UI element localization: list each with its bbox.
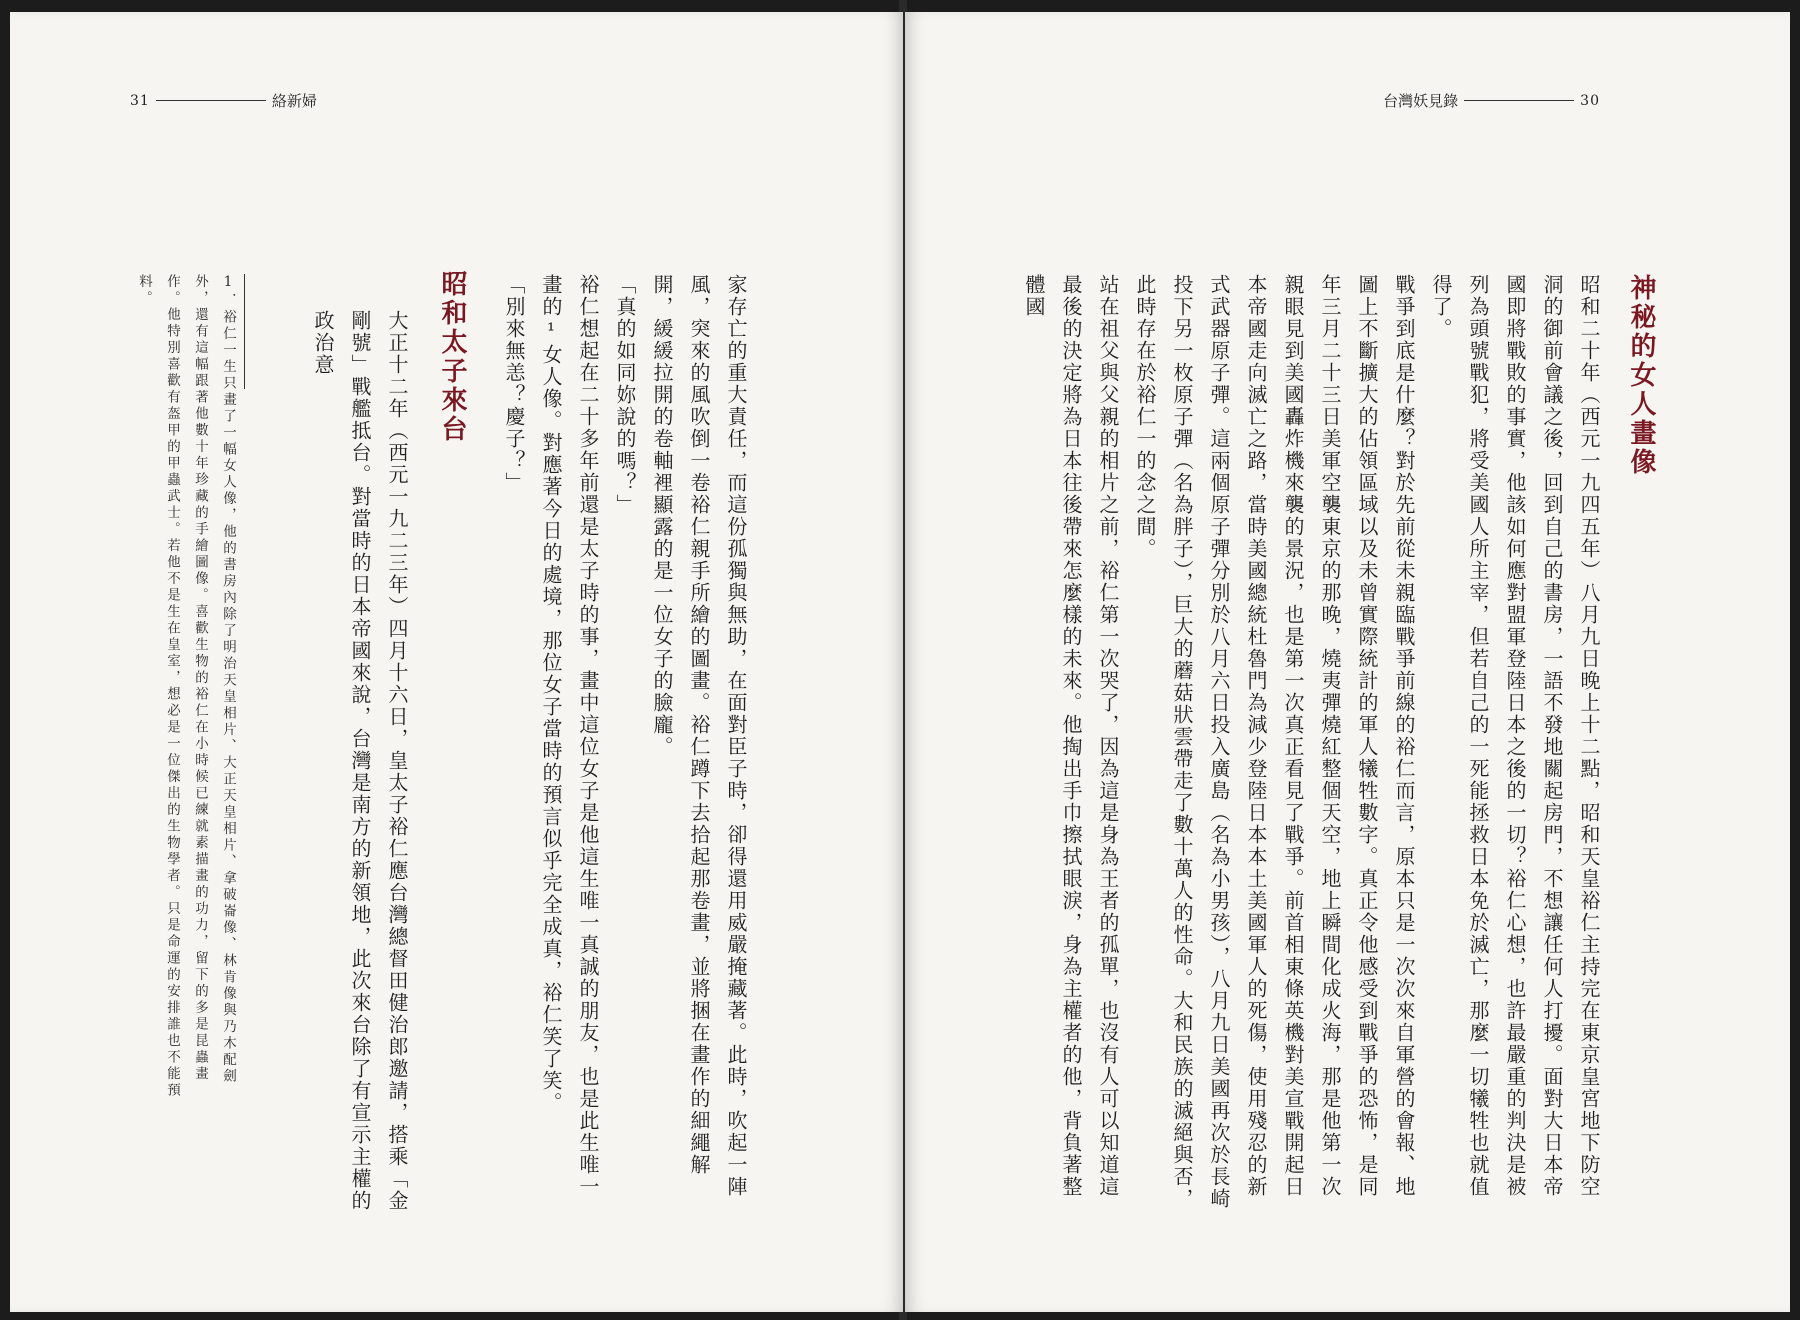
section-heading: 昭和太子來台 bbox=[437, 270, 467, 444]
left-page bbox=[10, 12, 903, 1312]
right-body-text bbox=[1015, 274, 1607, 1214]
paragraph: 家存亡的重大責任，而這份孤獨與無助，在面對臣子時，卻得還用威嚴掩藏著。此時，吹起一陣風，突來的風吹倒一卷裕仁親手所繪的圖畫。裕仁蹲下去拾起那卷畫，並將捆在畫作的細繩解開，緩緩拉開的卷軸裡顯露的是一位女子的臉龐。 bbox=[650, 274, 748, 1198]
header-rule bbox=[156, 100, 266, 101]
left-running-title: 絡新婦 bbox=[271, 92, 317, 110]
paragraph: 「別來無恙？慶子？」 bbox=[502, 274, 526, 494]
right-page bbox=[905, 12, 1790, 1312]
paragraph: 「真的如同妳說的嗎？」 bbox=[613, 274, 637, 516]
footnote-rule bbox=[244, 274, 245, 389]
section-paragraph: 大正十二年（西元一九二三年）四月十六日，皇太子裕仁應台灣總督田健治郎邀請，搭乘「金剛號」戰艦抵台。對當時的日本帝國來說，台灣是南方的新領地，此次來台除了有宣示主權的政治意 bbox=[311, 310, 409, 1212]
right-page-number: 30 bbox=[1580, 92, 1600, 109]
left-top-text bbox=[495, 274, 754, 1214]
paragraph: 昭和二十年（西元一九四五年）八月九日晚上十二點，昭和天皇裕仁主持完在東京皇宮地下防空洞的御前會議之後，回到自己的書房，一語不發地關起房門，不想讓任何人打擾。面對大日本帝國即將戰敗的事實，他該如何應對盟軍登陸日本之後的一切？裕仁心想，也許最嚴重的判決是被列為頭號戰犯，將受美國人所主宰，但若自己的一死能拯救日本免於滅亡，那麼一切犧牲也就值得了。 bbox=[1429, 274, 1601, 1198]
header-rule bbox=[1464, 100, 1574, 101]
paragraph: 戰爭到底是什麼？對於先前從未親臨戰爭前線的裕仁而言，原本只是一次次來自軍營的會報、地圖上不斷擴大的佔領區域以及未曾實際統計的軍人犧牲數字。真正令他感受到戰爭的恐怖，是同年三月二十三日美軍空襲東京的那晚，燒夷彈燒紅整個天空，地上瞬間化成火海，那是他第一次親眼見到美國轟炸機來襲的景況，也是第一次真正看見了戰爭。前首相東條英機對美宣戰開起日本帝國走向滅亡之路，當時美國總統杜魯門為減少登陸日本本土美國軍人的死傷，使用殘忍的新式武器原子彈。這兩個原子彈分別於八月六日投入廣島（名為小男孩），八月九日美國再次於長崎投下另一枚原子彈（名為胖子），巨大的蘑菇狀雲帶走了數十萬人的性命。大和民族的滅絕與否，此時存在於裕仁一的念之間。 bbox=[1133, 274, 1416, 1210]
paragraph: 站在祖父與父親的相片之前，裕仁第一次哭了，因為這是身為王者的孤單，也沒有人可以知道這最後的決定將為日本往後帶來怎麼樣的未來。他掏出手巾擦拭眼淚，身為主權者的他，背負著整體國 bbox=[1022, 274, 1120, 1198]
left-page-header bbox=[130, 90, 317, 111]
paragraph: 裕仁想起在二十多年前還是太子時的事，畫中這位女子是他這生唯一真誠的朋友，也是此生唯一畫的¹女人像。對應著今日的處境，那位女子當時的預言似乎完全成真，裕仁笑了笑。 bbox=[539, 274, 600, 1198]
right-page-header bbox=[1383, 90, 1600, 111]
footnote: 1．裕仁一生只畫了一幅女人像，他的書房內除了明治天皇相片、大正天皇相片、拿破崙像、林肯像與乃木配劍外，還有這幅跟著他數十年珍藏的手繪圖像。喜歡生物的裕仁在小時候已練就素描畫的功力，留下的多是昆蟲畫作。他特別喜歡有盔甲的甲蟲武士。若他不是生在皇室，想必是一位傑出的生物學者。只是命運的安排誰也不能預料。 bbox=[136, 274, 236, 1099]
right-running-title: 台灣妖見錄 bbox=[1383, 92, 1459, 110]
chapter-heading: 神秘的女人畫像 bbox=[1626, 274, 1656, 477]
left-page-number: 31 bbox=[130, 92, 150, 109]
